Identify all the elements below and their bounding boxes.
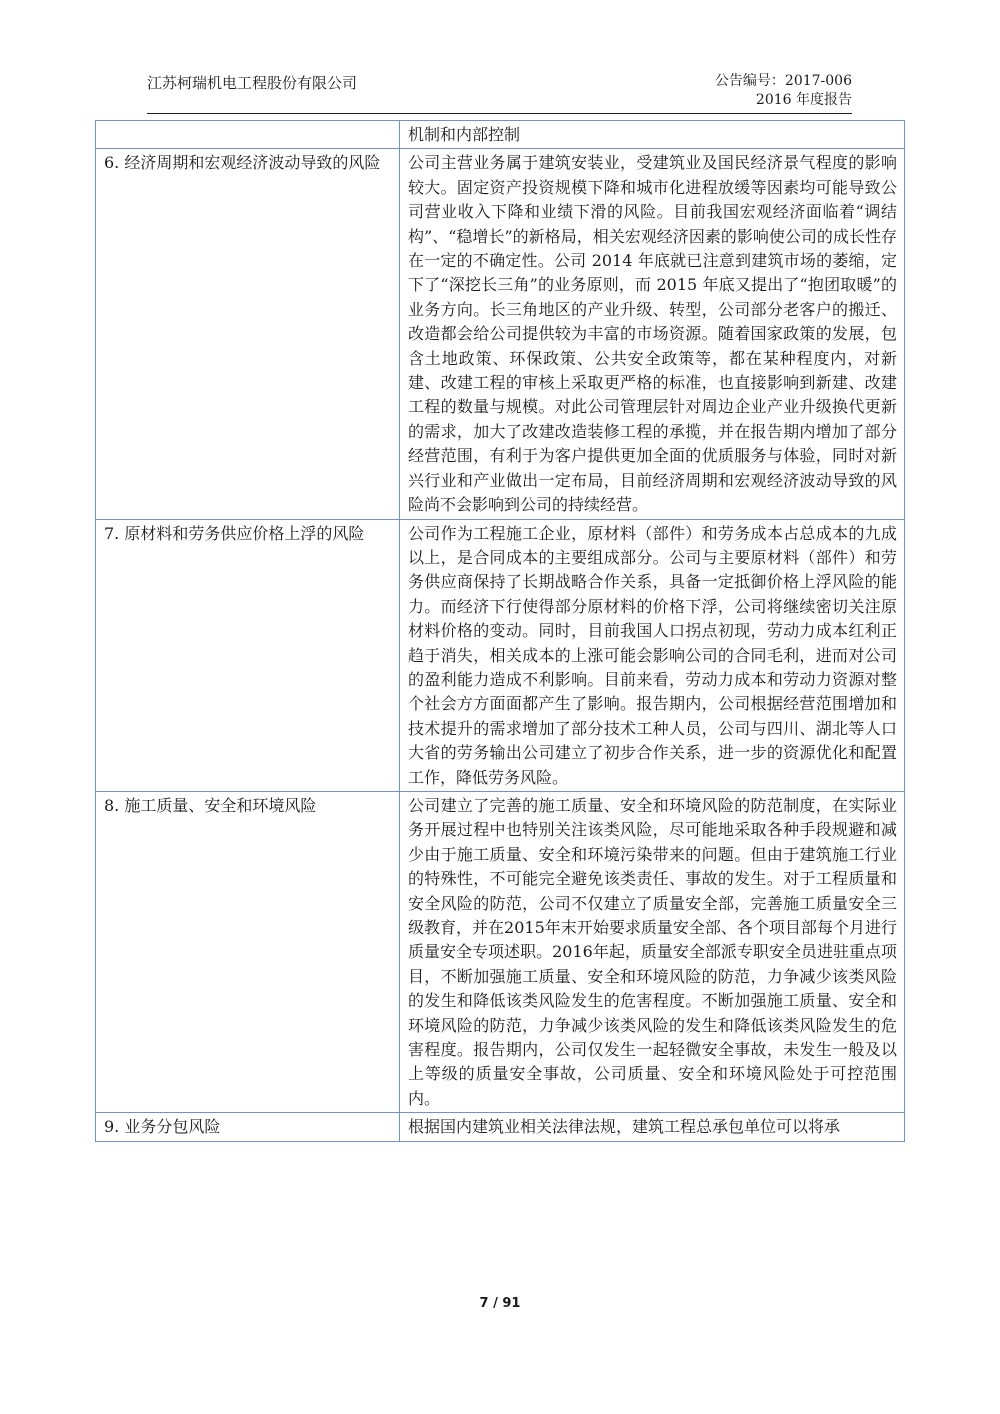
table-row <box>96 1113 905 1141</box>
page-number: 7 / 91 <box>479 1296 521 1311</box>
risk-name-cell: 7. 原材料和劳务供应价格上浮的风险 <box>96 519 400 791</box>
announcement-number: 公告编号：2017-006 <box>714 73 852 89</box>
table-row <box>96 519 905 791</box>
table-row <box>96 791 905 1112</box>
table-row <box>96 121 905 149</box>
risk-description-cell: 机制和内部控制 <box>400 121 905 149</box>
risk-table <box>95 120 905 1142</box>
header-divider <box>147 113 852 114</box>
risk-name-cell: 9. 业务分包风险 <box>96 1113 400 1141</box>
risk-name-cell: 8. 施工质量、安全和环境风险 <box>96 791 400 1112</box>
risk-name-cell <box>96 121 400 149</box>
risk-description-cell: 公司作为工程施工企业，原材料（部件）和劳务成本占总成本的九成以上，是合同成本的主要组成部分。公司与主要原材料（部件）和劳务供应商保持了长期战略合作关系，具备一定抵御价格上浮风险的能力。而经济下行使得部分原材料的价格下浮，公司将继续密切关注原材料价格的变动。同时，目前我国人口拐点初现，劳动力成本红利正趋于消失，相关成本的上涨可能会影响公司的合同毛利，进而对公司的盈利能力造成不利影响。目前来看，劳动力成本和劳动力资源对整个社会方方面面都产生了影响。报告期内，公司根据经营范围增加和技术提升的需求增加了部分技术工种人员，公司与四川、湖北等人口大省的劳务输出公司建立了初步合作关系，进一步的资源优化和配置工作，降低劳务风险。 <box>400 519 905 791</box>
risk-name-cell: 6. 经济周期和宏观经济波动导致的风险 <box>96 149 400 519</box>
table-row <box>96 149 905 519</box>
header-info <box>715 72 852 110</box>
report-title: 2016 年度报告 <box>755 92 852 108</box>
company-name: 江苏柯瑞机电工程股份有限公司 <box>147 74 358 92</box>
risk-description-cell: 公司主营业务属于建筑安装业，受建筑业及国民经济景气程度的影响较大。固定资产投资规模下降和城市化进程放缓等因素均可能导致公司营业收入下降和业绩下滑的风险。目前我国宏观经济面临着“调结构”、“稳增长”的新格局，相关宏观经济因素的影响使公司的成长性存在一定的不确定性。公司 2014 年底就已注意到建筑市场的萎缩，定下了“深挖长三角”的业务原则，而 2015 年底又提出了“抱团取暖”的业务方向。长三角地区的产业升级、转型，公司部分老客户的搬迁、改造都会给公司提供较为丰富的市场资源。随着国家政策的发展，包含土地政策、环保政策、公共安全政策等，都在某种程度内，对新建、改建工程的审核上采取更严格的标准，也直接影响到新建、改建工程的数量与规模。对此公司管理层针对周边企业产业升级换代更新的需求，加大了改建改造装修工程的承揽，并在报告期内增加了部分经营范围，有利于为客户提供更加全面的优质服务与体验，同时对新兴行业和产业做出一定布局，目前经济周期和宏观经济波动导致的风险尚不会影响到公司的持续经营。 <box>400 149 905 519</box>
risk-description-cell: 公司建立了完善的施工质量、安全和环境风险的防范制度，在实际业务开展过程中也特别关注该类风险，尽可能地采取各种手段规避和减少由于施工质量、安全和环境污染带来的问题。但由于建筑施工行业的特殊性，不可能完全避免该类责任、事故的发生。对于工程质量和安全风险的防范，公司不仅建立了质量安全部，完善施工质量安全三级教育，并在2015年末开始要求质量安全部、各个项目部每个月进行质量安全专项述职。2016年起，质量安全部派专职安全员进驻重点项目，不断加强施工质量、安全和环境风险的防范，力争减少该类风险的发生和降低该类风险发生的危害程度。不断加强施工质量、安全和环境风险的防范，力争减少该类风险的发生和降低该类风险发生的危害程度。报告期内，公司仅发生一起轻微安全事故，未发生一般及以上等级的质量安全事故，公司质量、安全和环境风险处于可控范围内。 <box>400 791 905 1112</box>
risk-description-cell: 根据国内建筑业相关法律法规，建筑工程总承包单位可以将承 <box>400 1113 905 1141</box>
